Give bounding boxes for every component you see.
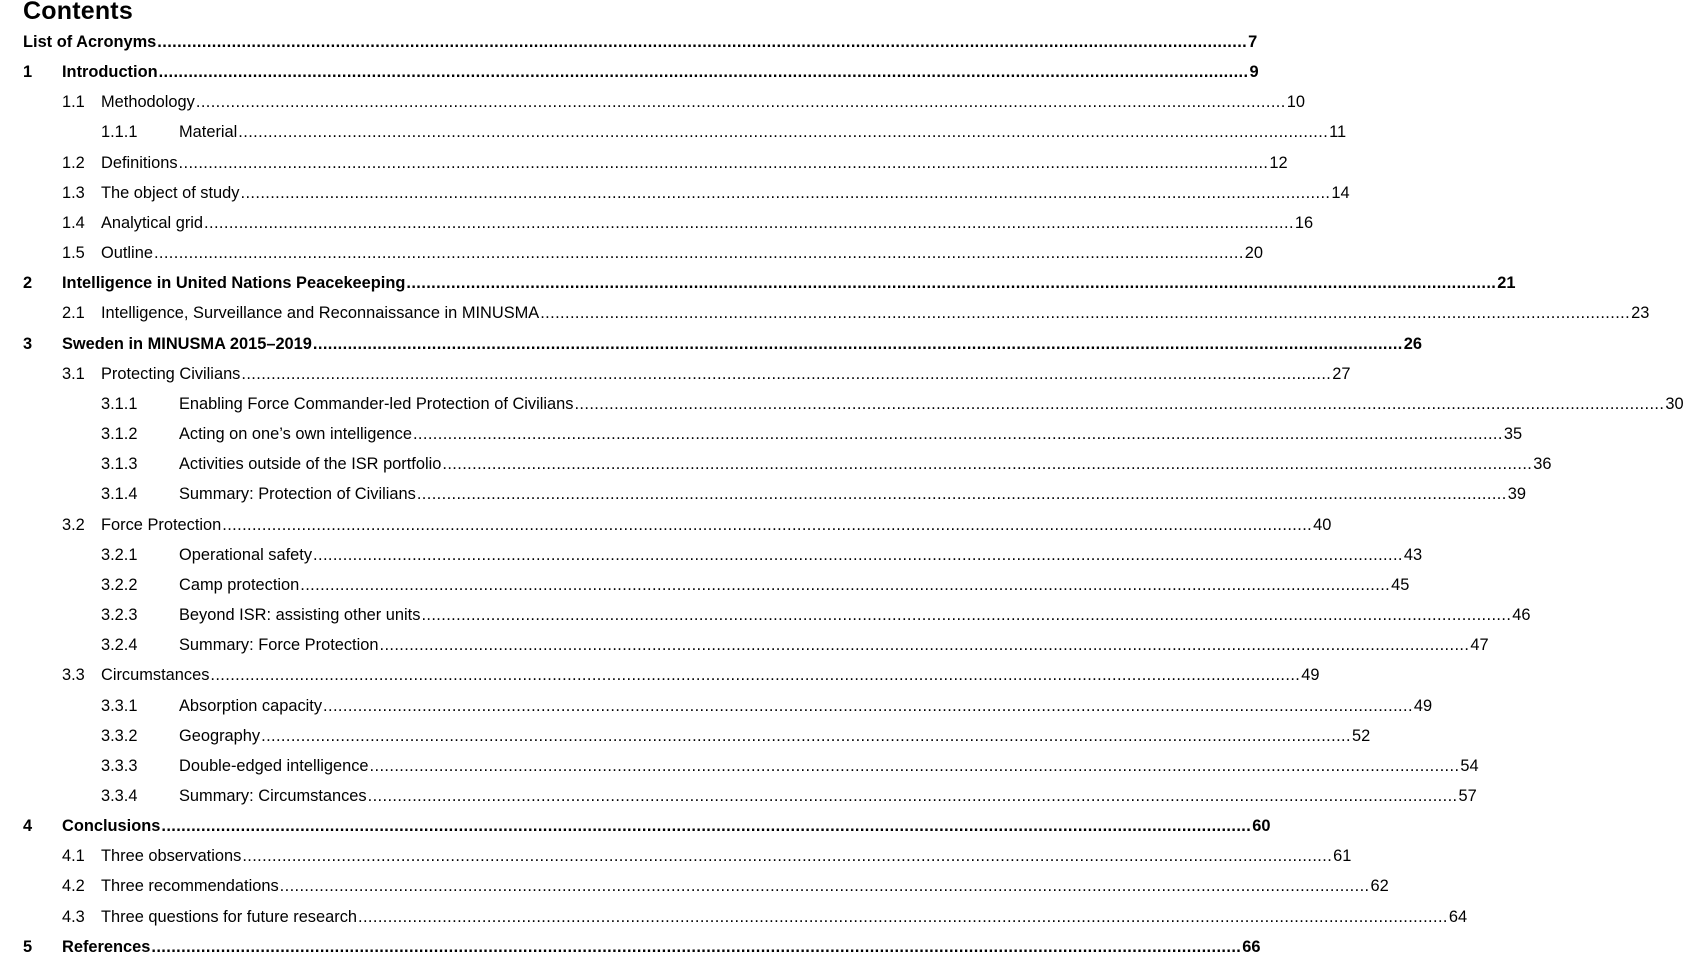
dot-leader: ............................................................................................................................................................................................................................ [379, 636, 1470, 655]
dot-leader: ............................................................................................................................................................................................................................ [242, 847, 1333, 866]
toc-entry-page-number[interactable]: 60 [1252, 817, 1271, 836]
dot-leader: ............................................................................................................................................................................................................................ [416, 485, 1507, 504]
toc-entry[interactable] [0, 634, 1489, 656]
toc-entry-title[interactable]: Conclusions [62, 817, 161, 836]
toc-entry-page-number[interactable]: 20 [1244, 244, 1264, 263]
toc-entry-page-number[interactable]: 12 [1269, 153, 1288, 172]
dot-leader: ............................................................................................................................................................................................................................ [279, 877, 1370, 896]
dot-leader: ............................................................................................................................................................................................................................ [421, 606, 1512, 625]
toc-entry-number: 1.5 [62, 244, 85, 263]
toc-entry-page-number[interactable]: 39 [1507, 485, 1526, 504]
toc-entry-page-number[interactable]: 57 [1458, 787, 1477, 805]
dot-leader: ............................................................................................................................................................................................................................ [161, 817, 1252, 836]
toc-entry-page-number[interactable]: 11 [1329, 123, 1347, 142]
toc-entry-title[interactable]: Summary: Circumstances [179, 787, 367, 805]
toc-entry-title[interactable]: Geography [179, 726, 261, 745]
dot-leader: ............................................................................................................................................................................................................................ [300, 575, 1391, 594]
dot-leader: ............................................................................................................................................................................................................................ [406, 274, 1497, 293]
dot-leader: ............................................................................................................................................................................................................................ [367, 787, 1458, 805]
toc-entry-page-number[interactable]: 9 [1249, 63, 1259, 82]
toc-entry-title[interactable]: Summary: Force Protection [179, 636, 379, 655]
toc-entry-title[interactable]: Definitions [101, 153, 178, 172]
dot-leader: ............................................................................................................................................................................................................................ [358, 907, 1448, 926]
toc-entry-number: 1.4 [62, 213, 85, 232]
dot-leader: ............................................................................................................................................................................................................................ [313, 545, 1403, 564]
dot-leader: ............................................................................................................................................................................................................................ [153, 244, 1244, 263]
toc-entry[interactable] [0, 574, 1410, 596]
dot-leader: ............................................................................................................................................................................................................................ [158, 63, 1249, 82]
toc-entry-page-number[interactable]: 10 [1286, 93, 1305, 112]
toc-entry-number: 3.3.3 [101, 756, 138, 775]
dot-leader: ............................................................................................................................................................................................................................ [210, 666, 1301, 685]
toc-entry-title[interactable]: Activities outside of the ISR portfolio [179, 455, 442, 474]
toc-entry[interactable] [0, 423, 1523, 445]
toc-entry-page-number[interactable]: 35 [1503, 425, 1523, 444]
toc-entry[interactable] [0, 483, 1526, 505]
toc-entry-number: 3.3.1 [101, 696, 138, 715]
toc-entry-page-number[interactable]: 46 [1512, 606, 1531, 625]
toc-entry[interactable] [0, 31, 1258, 53]
toc-entry[interactable] [0, 664, 1320, 686]
toc-entry-title[interactable]: Three recommendations [101, 877, 279, 896]
dot-leader: ............................................................................................................................................................................................................................ [157, 33, 1248, 51]
dot-leader: ............................................................................................................................................................................................................................ [574, 394, 1665, 413]
toc-entry-page-number[interactable]: 16 [1294, 213, 1314, 232]
toc-entry[interactable] [0, 936, 1261, 958]
toc-entry-title[interactable]: Intelligence, Surveillance and Reconnaissance in MINUSMA [101, 304, 540, 323]
toc-entry-number: 3.3.4 [101, 787, 138, 805]
toc-entry-page-number[interactable]: 23 [1631, 304, 1650, 323]
toc-entry-title[interactable]: Operational safety [179, 545, 313, 564]
toc-entry-number: 3.2.2 [101, 575, 138, 594]
toc-entry-title[interactable]: Summary: Protection of Civilians [179, 485, 416, 504]
toc-entry-number: 3 [23, 334, 33, 353]
toc-entry-title[interactable]: Outline [101, 244, 153, 263]
toc-entry-number: 3.1.4 [101, 485, 138, 504]
toc-entry-title[interactable]: Methodology [101, 93, 195, 112]
toc-entry-title[interactable]: Acting on one’s own intelligence [179, 425, 412, 444]
toc-entry-title[interactable]: Sweden in MINUSMA 2015–2019 [62, 334, 312, 353]
toc-entry[interactable] [0, 333, 1422, 355]
toc-entry[interactable] [0, 212, 1314, 234]
dot-leader: ............................................................................................................................................................................................................................ [412, 425, 1503, 444]
dot-leader: ............................................................................................................................................................................................................................ [238, 123, 1329, 142]
toc-entry-title[interactable]: Material [179, 123, 238, 142]
toc-entry-title[interactable]: Three observations [101, 847, 242, 866]
toc-entry-page-number[interactable]: 62 [1370, 877, 1389, 896]
toc-entry-page-number[interactable]: 47 [1470, 636, 1489, 655]
dot-leader: ............................................................................................................................................................................................................................ [151, 937, 1242, 956]
toc-entry-number: 2 [23, 274, 33, 293]
toc-entry-number: 3.2.1 [101, 545, 138, 564]
toc-entry-page-number[interactable]: 64 [1448, 907, 1468, 926]
toc-entry-number: 3.2.3 [101, 606, 138, 625]
toc-entry-number: 4.2 [62, 877, 85, 896]
dot-leader: ............................................................................................................................................................................................................................ [240, 183, 1331, 202]
toc-entry-number: 3.1.3 [101, 455, 138, 474]
toc-entry[interactable] [0, 725, 1371, 747]
dot-leader: ............................................................................................................................................................................................................................ [369, 756, 1460, 775]
toc-entry[interactable] [0, 91, 1305, 113]
toc-entry-page-number[interactable]: 61 [1333, 847, 1352, 866]
toc-entry-number: 3.2 [62, 515, 85, 534]
toc-entry-title[interactable]: Protecting Civilians [101, 364, 241, 383]
toc-entry-number: 1 [23, 63, 33, 82]
dot-leader: ............................................................................................................................................................................................................................ [195, 93, 1286, 112]
dot-leader: ............................................................................................................................................................................................................................ [204, 213, 1294, 232]
toc-entry[interactable] [0, 755, 1479, 777]
dot-leader: ............................................................................................................................................................................................................................ [261, 726, 1351, 745]
toc-entry-number: 1.3 [62, 183, 85, 202]
toc-entry[interactable] [0, 514, 1332, 536]
dot-leader: ............................................................................................................................................................................................................................ [222, 515, 1313, 534]
toc-entry-title[interactable]: Double-edged intelligence [179, 756, 369, 775]
toc-entry-page-number[interactable]: 40 [1313, 515, 1332, 534]
dot-leader: ............................................................................................................................................................................................................................ [241, 364, 1332, 383]
toc-entry-title[interactable]: Intelligence in United Nations Peacekeeping [62, 274, 406, 293]
toc-entry-title[interactable]: Beyond ISR: assisting other units [179, 606, 421, 625]
toc-entry-page-number[interactable]: 43 [1403, 545, 1423, 564]
page-title: Contents [23, 0, 133, 25]
toc-entry-title[interactable]: Analytical grid [101, 213, 204, 232]
toc-entry-number: 1.2 [62, 153, 85, 172]
toc-entry-page-number[interactable]: 26 [1403, 334, 1422, 353]
toc-entry-number: 1.1 [62, 93, 85, 112]
dot-leader: ............................................................................................................................................................................................................................ [178, 153, 1269, 172]
toc-entry-page-number[interactable]: 14 [1331, 183, 1350, 202]
toc-entry-title[interactable]: Absorption capacity [179, 696, 323, 715]
toc-entry[interactable] [0, 604, 1531, 626]
toc-entry[interactable] [0, 182, 1350, 204]
toc-entry-title[interactable]: Circumstances [101, 666, 210, 685]
toc-entry-number: 3.1.2 [101, 425, 138, 444]
toc-entry-title[interactable]: The object of study [101, 183, 240, 202]
toc-entry[interactable] [0, 453, 1552, 475]
toc-entry-number: 3.1.1 [101, 394, 138, 413]
toc-entry-page-number[interactable]: 49 [1413, 696, 1433, 715]
toc-entry-title[interactable]: Introduction [62, 63, 158, 82]
toc-entry-page-number[interactable]: 52 [1351, 726, 1371, 745]
toc-entry-number: 3.1 [62, 364, 85, 383]
toc-entry-page-number[interactable]: 7 [1248, 33, 1258, 51]
toc-entry[interactable] [0, 121, 1347, 143]
toc-entry[interactable] [0, 242, 1264, 264]
toc-entry[interactable] [0, 302, 1650, 324]
toc-entry-number: 4.3 [62, 907, 85, 926]
toc-entry-title[interactable]: Camp protection [179, 575, 300, 594]
toc-entry-page-number[interactable]: 45 [1391, 575, 1410, 594]
dot-leader: ............................................................................................................................................................................................................................ [442, 455, 1533, 474]
toc-entry-title[interactable]: Three questions for future research [101, 907, 358, 926]
toc-entry-title[interactable]: Force Protection [101, 515, 222, 534]
toc-entry-number: 4.1 [62, 847, 85, 866]
toc-entry-page-number[interactable]: 30 [1665, 394, 1684, 413]
toc-entry[interactable] [0, 875, 1389, 897]
toc-entry[interactable] [0, 845, 1352, 867]
toc-entry-number: 4 [23, 817, 33, 836]
toc-entry-number: 3.3 [62, 666, 85, 685]
toc-entry-page-number[interactable]: 66 [1242, 937, 1261, 956]
toc-entry[interactable] [0, 61, 1259, 83]
toc-entry[interactable] [0, 544, 1423, 566]
toc-entry-number: 3.2.4 [101, 636, 138, 655]
toc-entry-page-number[interactable]: 27 [1332, 364, 1351, 383]
toc-entry-page-number[interactable]: 36 [1533, 455, 1552, 474]
toc-entry-page-number[interactable]: 49 [1301, 666, 1320, 685]
toc-entry-number: 2.1 [62, 304, 85, 323]
toc-entry-title[interactable]: Enabling Force Commander-led Protection of Civilians [179, 394, 574, 413]
toc-entry[interactable] [0, 152, 1288, 174]
toc-entry[interactable] [0, 785, 1477, 807]
toc-entry[interactable] [0, 272, 1516, 294]
toc-entry[interactable] [0, 363, 1351, 385]
dot-leader: ............................................................................................................................................................................................................................ [323, 696, 1413, 715]
toc-entry[interactable] [0, 815, 1271, 837]
toc-entry-number: 1.1.1 [101, 123, 138, 142]
dot-leader: ............................................................................................................................................................................................................................ [312, 334, 1403, 353]
toc-entry-number: 5 [23, 937, 33, 956]
toc-entry-title[interactable]: List of Acronyms [23, 33, 157, 51]
toc-entry-page-number[interactable]: 21 [1497, 274, 1516, 293]
toc-entry-title[interactable]: References [62, 937, 151, 956]
toc-entry[interactable] [0, 695, 1433, 717]
toc-entry-page-number[interactable]: 54 [1460, 756, 1479, 775]
toc-entry-number: 3.3.2 [101, 726, 138, 745]
dot-leader: ............................................................................................................................................................................................................................ [540, 304, 1631, 323]
toc-entry[interactable] [0, 906, 1468, 928]
toc-entry[interactable] [0, 393, 1684, 415]
